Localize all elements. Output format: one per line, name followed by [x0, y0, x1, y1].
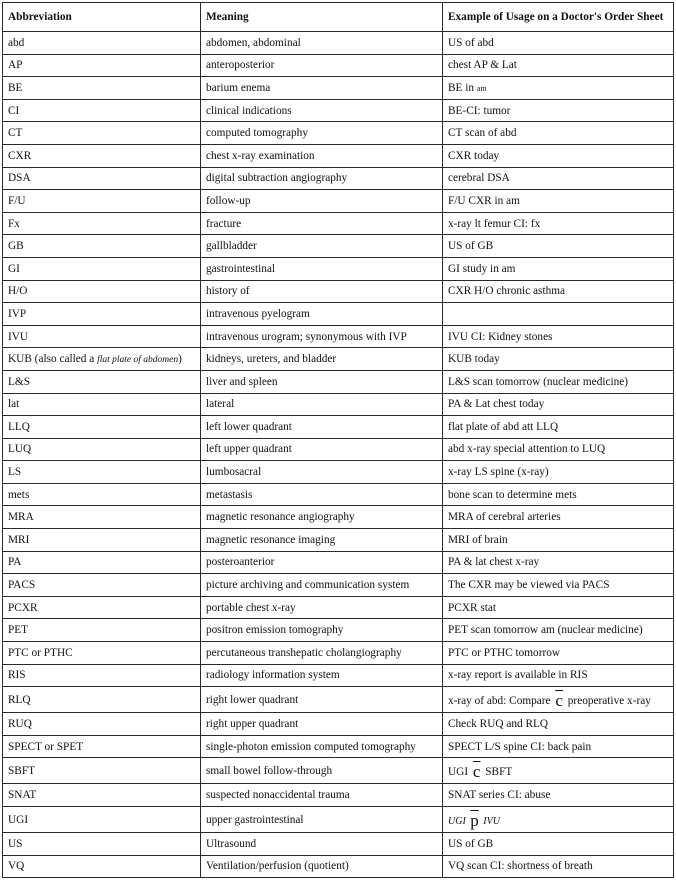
- abbreviation-cell: MRA: [3, 506, 201, 529]
- with-symbol: $\overline{c}$: [472, 761, 481, 781]
- example-cell: GI study in am: [443, 257, 674, 280]
- meaning-cell: single-photon emission computed tomography: [201, 735, 443, 758]
- abbreviation-cell: PET: [3, 619, 201, 642]
- meaning-cell: anteroposterior: [201, 54, 443, 77]
- meaning-cell: digital subtraction angiography: [201, 167, 443, 190]
- meaning-cell: left upper quadrant: [201, 438, 443, 461]
- table-row: [3, 325, 674, 348]
- abbreviation-cell: SNAT: [3, 784, 201, 807]
- table-row: [3, 235, 674, 258]
- abbreviation-end-text: ): [178, 353, 182, 366]
- abbreviation-cell: LS: [3, 461, 201, 484]
- abbreviation-cell: RIS: [3, 664, 201, 687]
- meaning-cell: suspected nonaccidental trauma: [201, 784, 443, 807]
- example-cell: abd x-ray special attention to LUQ: [443, 438, 674, 461]
- abbreviation-cell: GB: [3, 235, 201, 258]
- abbreviation-cell: RLQ: [3, 687, 201, 713]
- table-row: [3, 664, 674, 687]
- abbreviation-cell: LLQ: [3, 416, 201, 439]
- example-cell: SPECT L/S spine CI: back pain: [443, 735, 674, 758]
- example-text-end: IVU: [480, 815, 500, 827]
- abbreviation-cell: IVP: [3, 303, 201, 326]
- meaning-cell: magnetic resonance imaging: [201, 529, 443, 552]
- meaning-cell: fracture: [201, 212, 443, 235]
- abbreviation-cell: PCXR: [3, 596, 201, 619]
- meaning-cell: clinical indications: [201, 99, 443, 122]
- example-cell: [443, 758, 674, 784]
- abbreviation-cell: LUQ: [3, 438, 201, 461]
- meaning-cell: upper gastrointestinal: [201, 807, 443, 833]
- abbreviation-cell: DSA: [3, 167, 201, 190]
- meaning-cell: Ultrasound: [201, 833, 443, 856]
- table-row: [3, 122, 674, 145]
- table-row: [3, 370, 674, 393]
- meaning-cell: posteroanterior: [201, 551, 443, 574]
- meaning-cell: right upper quadrant: [201, 713, 443, 736]
- table-row: [3, 438, 674, 461]
- abbreviation-cell: CT: [3, 122, 201, 145]
- example-cell: x-ray lt femur CI: fx: [443, 212, 674, 235]
- example-cell: PTC or PTHC tomorrow: [443, 642, 674, 665]
- abbreviation-cell: H/O: [3, 280, 201, 303]
- table-row: [3, 506, 674, 529]
- example-cell: bone scan to determine mets: [443, 483, 674, 506]
- example-cell: flat plate of abd att LLQ: [443, 416, 674, 439]
- meaning-cell: intravenous urogram; synonymous with IVP: [201, 325, 443, 348]
- example-text: UGI: [448, 765, 471, 778]
- meaning-cell: chest x-ray examination: [201, 144, 443, 167]
- abbreviation-text: KUB (also called a: [8, 353, 98, 366]
- table-row: [3, 212, 674, 235]
- meaning-cell: magnetic resonance angiography: [201, 506, 443, 529]
- example-cell: The CXR may be viewed via PACS: [443, 574, 674, 597]
- abbreviation-cell: GI: [3, 257, 201, 280]
- meaning-cell: percutaneous transhepatic cholangiography: [201, 642, 443, 665]
- table-row: [3, 303, 674, 326]
- example-cell: PA & lat chest x-ray: [443, 551, 674, 574]
- example-text: UGI: [448, 815, 469, 827]
- example-cell: Check RUQ and RLQ: [443, 713, 674, 736]
- example-cell: [443, 303, 674, 326]
- abbreviation-cell: MRI: [3, 529, 201, 552]
- table-row: [3, 190, 674, 213]
- abbreviation-cell: UGI: [3, 807, 201, 833]
- example-cell: CT scan of abd: [443, 122, 674, 145]
- meaning-cell: left lower quadrant: [201, 416, 443, 439]
- table-header-row: [3, 3, 674, 32]
- abbreviation-cell: PTC or PTHC: [3, 642, 201, 665]
- abbreviation-cell: F/U: [3, 190, 201, 213]
- meaning-cell: small bowel follow-through: [201, 758, 443, 784]
- example-cell: VQ scan CI: shortness of breath: [443, 855, 674, 878]
- abbreviation-cell: SBFT: [3, 758, 201, 784]
- meaning-cell: metastasis: [201, 483, 443, 506]
- abbreviation-cell: PACS: [3, 574, 201, 597]
- meaning-cell: abdomen, abdominal: [201, 32, 443, 55]
- example-cell: MRA of cerebral arteries: [443, 506, 674, 529]
- example-cell: [443, 77, 674, 100]
- abbreviation-cell: AP: [3, 54, 201, 77]
- meaning-cell: lateral: [201, 393, 443, 416]
- example-text: BE in: [448, 81, 477, 94]
- table-row: [3, 461, 674, 484]
- abbreviation-cell: L&S: [3, 370, 201, 393]
- example-cell: chest AP & Lat: [443, 54, 674, 77]
- meaning-cell: intravenous pyelogram: [201, 303, 443, 326]
- abbreviation-cell: US: [3, 833, 201, 856]
- table-row: [3, 393, 674, 416]
- header-abbreviation: Abbreviation: [3, 3, 201, 32]
- meaning-cell: positron emission tomography: [201, 619, 443, 642]
- example-cell: IVU CI: Kidney stones: [443, 325, 674, 348]
- table-row: [3, 416, 674, 439]
- abbreviation-cell: Fx: [3, 212, 201, 235]
- abbreviation-cell: [3, 348, 201, 371]
- table-row: [3, 32, 674, 55]
- abbreviation-cell: CI: [3, 99, 201, 122]
- meaning-cell: right lower quadrant: [201, 687, 443, 713]
- meaning-cell: picture archiving and communication system: [201, 574, 443, 597]
- example-cell: F/U CXR in am: [443, 190, 674, 213]
- table-row: [3, 54, 674, 77]
- table-row: [3, 807, 674, 833]
- meaning-cell: gastrointestinal: [201, 257, 443, 280]
- example-cell: PCXR stat: [443, 596, 674, 619]
- table-row: [3, 735, 674, 758]
- abbreviation-cell: SPECT or SPET: [3, 735, 201, 758]
- table-row: [3, 619, 674, 642]
- example-cell: KUB today: [443, 348, 674, 371]
- table-row: [3, 280, 674, 303]
- example-cell: BE-CI: tumor: [443, 99, 674, 122]
- header-example: Example of Usage on a Doctor's Order Sheet: [443, 3, 674, 32]
- example-cell: US of GB: [443, 235, 674, 258]
- header-meaning: Meaning: [201, 3, 443, 32]
- example-cell: cerebral DSA: [443, 167, 674, 190]
- table-row: [3, 642, 674, 665]
- meaning-cell: computed tomography: [201, 122, 443, 145]
- example-text-end: preoperative x-ray: [564, 694, 651, 707]
- abbreviation-cell: lat: [3, 393, 201, 416]
- meaning-cell: follow-up: [201, 190, 443, 213]
- meaning-cell: liver and spleen: [201, 370, 443, 393]
- meaning-cell: radiology information system: [201, 664, 443, 687]
- meaning-cell: history of: [201, 280, 443, 303]
- example-small-text: am: [476, 83, 487, 93]
- example-cell: US of GB: [443, 833, 674, 856]
- abbreviation-table: [2, 2, 674, 878]
- example-cell: [443, 807, 674, 833]
- table-row: [3, 784, 674, 807]
- table-row: [3, 596, 674, 619]
- example-cell: US of abd: [443, 32, 674, 55]
- abbreviation-cell: IVU: [3, 325, 201, 348]
- example-cell: CXR H/O chronic asthma: [443, 280, 674, 303]
- meaning-cell: gallbladder: [201, 235, 443, 258]
- table-row: [3, 833, 674, 856]
- example-cell: PA & Lat chest today: [443, 393, 674, 416]
- example-text-end: SBFT: [482, 765, 513, 778]
- table-row: [3, 687, 674, 713]
- table-row: [3, 77, 674, 100]
- abbreviation-cell: abd: [3, 32, 201, 55]
- meaning-cell: portable chest x-ray: [201, 596, 443, 619]
- table-row: [3, 855, 674, 878]
- table-row: [3, 551, 674, 574]
- table-row: [3, 483, 674, 506]
- with-symbol: $\overline{c}$: [555, 690, 563, 710]
- table-row: [3, 257, 674, 280]
- example-cell: MRI of brain: [443, 529, 674, 552]
- meaning-cell: Ventilation/perfusion (quotient): [201, 855, 443, 878]
- abbreviation-cell: RUQ: [3, 713, 201, 736]
- table-row: [3, 144, 674, 167]
- table-row: [3, 167, 674, 190]
- example-cell: x-ray LS spine (x-ray): [443, 461, 674, 484]
- abbreviation-cell: mets: [3, 483, 201, 506]
- table-row: [3, 529, 674, 552]
- abbreviation-cell: BE: [3, 77, 201, 100]
- after-symbol: $\overline{p}$: [470, 810, 479, 830]
- table-row: [3, 348, 674, 371]
- example-cell: PET scan tomorrow am (nuclear medicine): [443, 619, 674, 642]
- abbreviation-cell: PA: [3, 551, 201, 574]
- example-cell: CXR today: [443, 144, 674, 167]
- abbreviation-cell: CXR: [3, 144, 201, 167]
- abbreviation-italic-text: flat plate of abdomen: [97, 355, 179, 366]
- table-row: [3, 99, 674, 122]
- example-cell: L&S scan tomorrow (nuclear medicine): [443, 370, 674, 393]
- meaning-cell: kidneys, ureters, and bladder: [201, 348, 443, 371]
- table-row: [3, 758, 674, 784]
- example-cell: SNAT series CI: abuse: [443, 784, 674, 807]
- example-cell: x-ray report is available in RIS: [443, 664, 674, 687]
- table-row: [3, 574, 674, 597]
- example-text: x-ray of abd: Compare: [448, 694, 554, 707]
- example-cell: [443, 687, 674, 713]
- table-row: [3, 713, 674, 736]
- meaning-cell: lumbosacral: [201, 461, 443, 484]
- abbreviation-cell: VQ: [3, 855, 201, 878]
- meaning-cell: barium enema: [201, 77, 443, 100]
